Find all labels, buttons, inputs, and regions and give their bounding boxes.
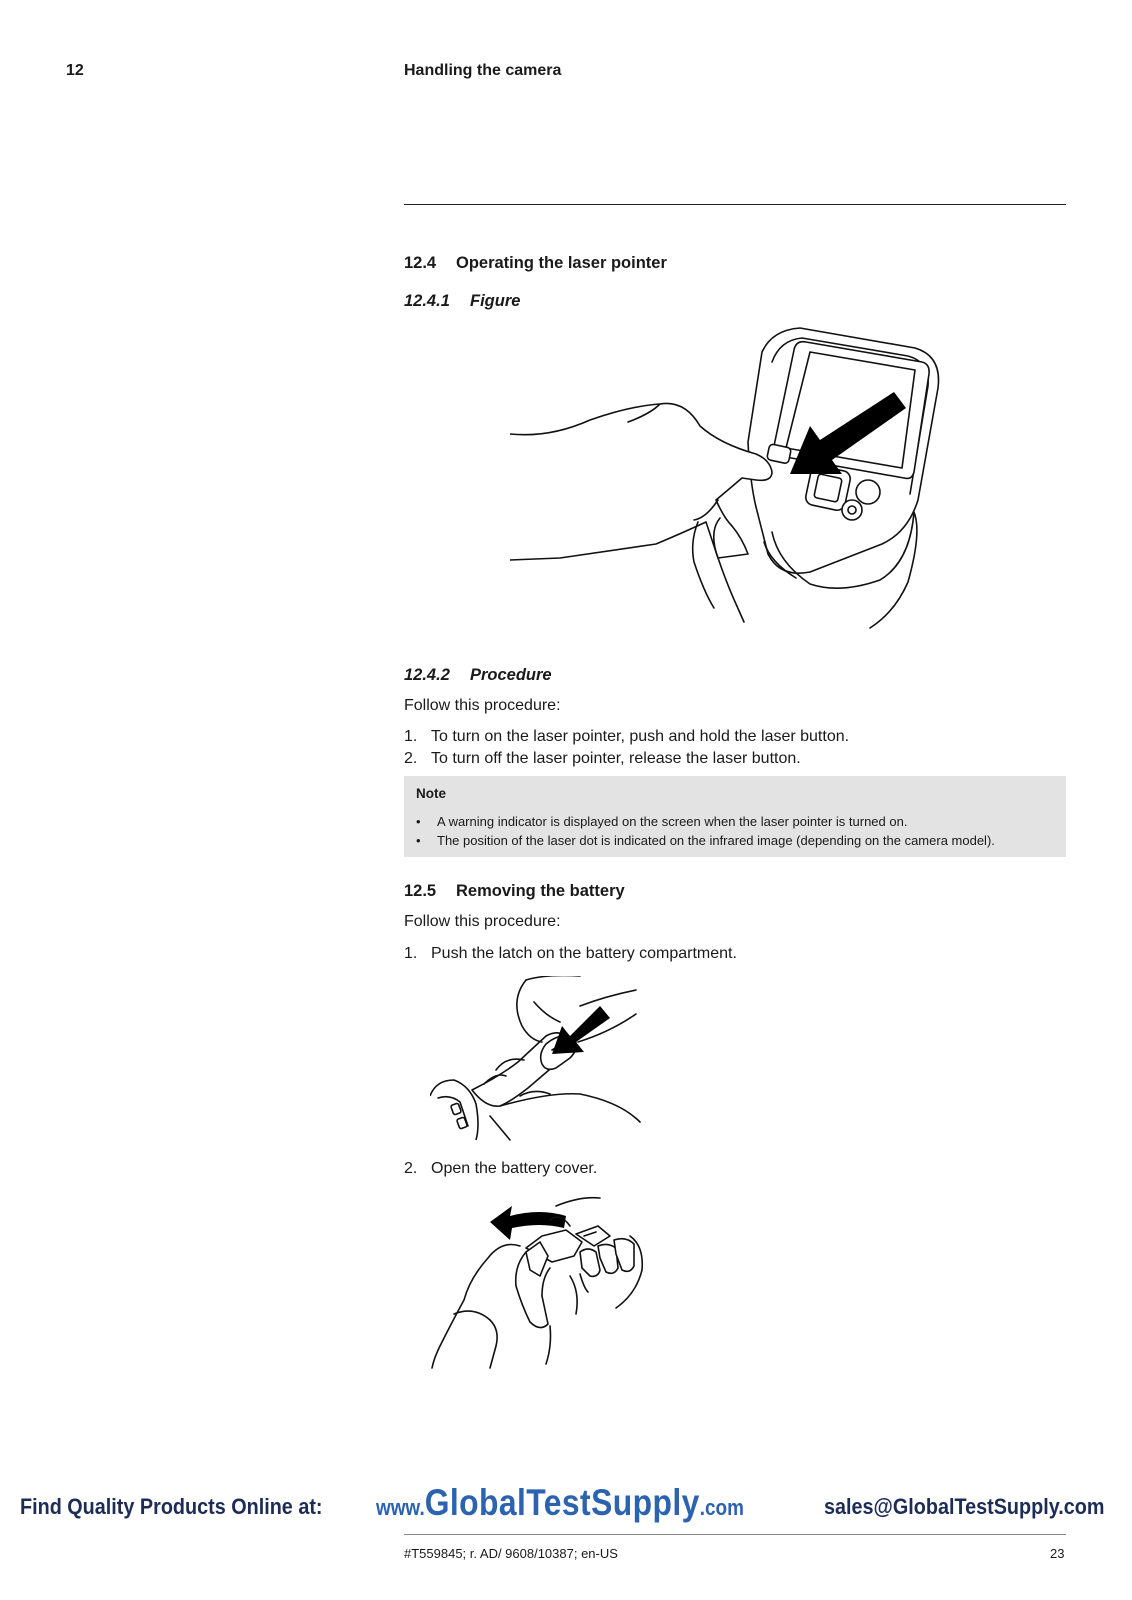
section-title: Removing the battery [456, 882, 625, 900]
laser-pointer-illustration [510, 322, 940, 644]
section-heading-laser [404, 254, 667, 273]
subsection-heading-figure [404, 292, 520, 311]
document-id: #T559845; r. AD/ 9608/10387; en-US [404, 1546, 618, 1561]
footer-website-link[interactable] [376, 1482, 744, 1524]
note-box [404, 776, 1066, 857]
list-item: • A warning indicator is displayed on the screen when the laser pointer is turned on. [416, 814, 908, 829]
url-brand: GlobalTestSupply [424, 1482, 700, 1523]
footer-email-link[interactable]: sales@GlobalTestSupply.com [824, 1494, 1105, 1519]
section-number: 12.5 [404, 882, 437, 900]
url-suffix: .com [699, 1495, 744, 1520]
open-cover-illustration [430, 1196, 650, 1370]
list-item: 1. To turn on the laser pointer, push and hold the laser button. [404, 728, 850, 745]
chapter-title: Handling the camera [404, 62, 562, 79]
note-title: Note [416, 786, 446, 801]
footer-rule [404, 1534, 1066, 1535]
push-latch-illustration [430, 976, 650, 1142]
list-item: 2. To turn off the laser pointer, release the laser button. [404, 750, 801, 767]
note-list [416, 812, 1054, 850]
procedure-intro: Follow this procedure: [404, 697, 561, 714]
battery-procedure-step-1 [404, 943, 737, 965]
list-item: • The position of the laser dot is indicated on the infrared image (depending on the camera model). [416, 833, 995, 848]
subsection-number: 12.4.1 [404, 292, 450, 310]
section-title: Operating the laser pointer [456, 254, 667, 272]
laser-procedure-steps [404, 726, 849, 770]
section-heading-battery [404, 882, 625, 901]
page-number: 23 [1050, 1546, 1065, 1561]
footer-tagline: Find Quality Products Online at: [20, 1494, 323, 1519]
list-item: 1. Push the latch on the battery compartment. [404, 945, 737, 962]
subsection-title: Procedure [470, 666, 552, 684]
header-rule [404, 204, 1066, 205]
subsection-number: 12.4.2 [404, 666, 450, 684]
battery-procedure-step-2 [404, 1158, 597, 1180]
list-item: 2. Open the battery cover. [404, 1160, 598, 1177]
procedure-intro: Follow this procedure: [404, 913, 561, 930]
subsection-title: Figure [470, 292, 521, 310]
chapter-number: 12 [66, 62, 84, 79]
section-number: 12.4 [404, 254, 437, 272]
url-prefix: www. [376, 1495, 425, 1520]
subsection-heading-procedure [404, 666, 552, 685]
